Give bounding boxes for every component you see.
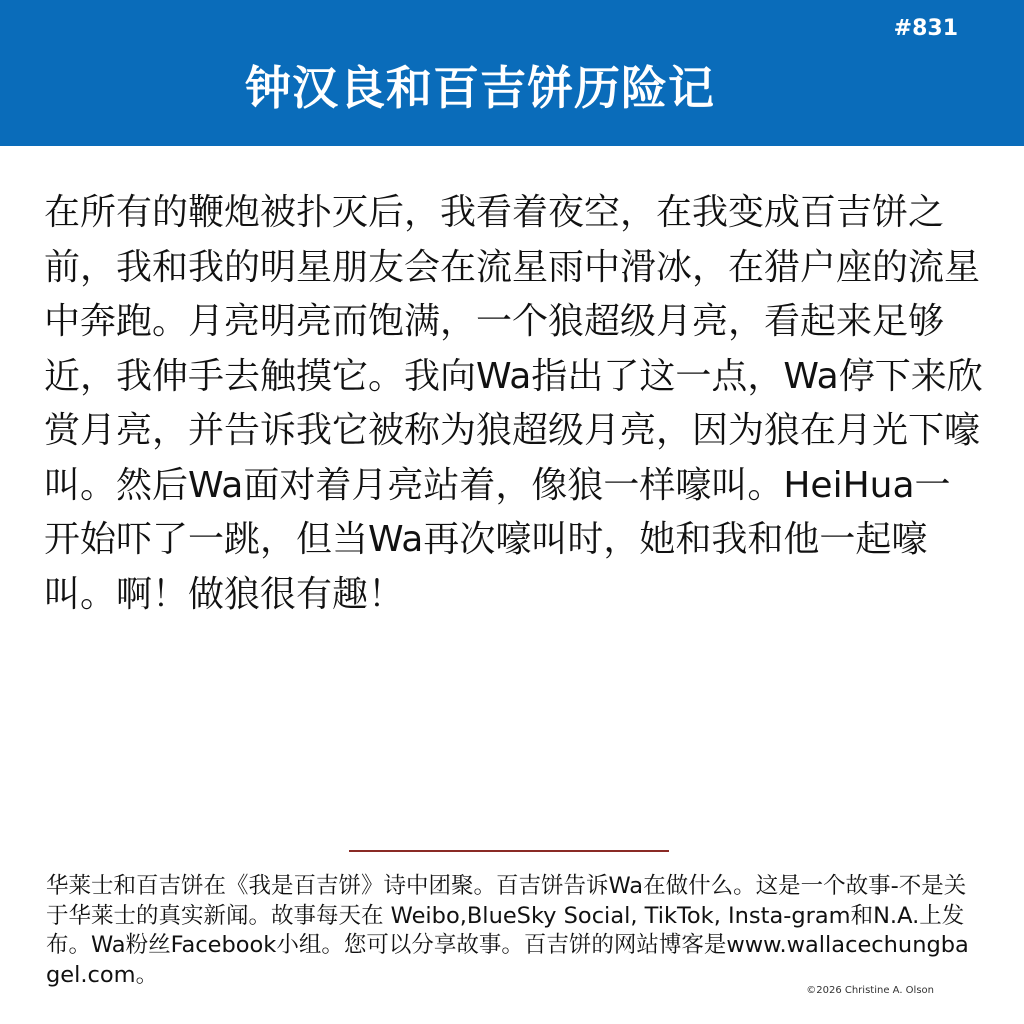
divider-line — [349, 850, 669, 852]
issue-number: #831 — [893, 16, 958, 41]
footer-note: 华莱士和百吉饼在《我是百吉饼》诗中团聚。百吉饼告诉Wa在做什么。这是一个故事-不是关于华莱士的真实新闻。故事每天在 Weibo,BlueSky Social, TikTok, Insta-gram和N.A.上发布。Wa粉丝Facebook小组。您可以分享故事。百吉饼的网站博客是www.wallacechungbagel.com。 — [46, 873, 969, 988]
copyright-notice: ©2026 Christine A. Olson — [806, 985, 934, 996]
story-text: 在所有的鞭炮被扑灭后，我看着夜空，在我变成百吉饼之前，我和我的明星朋友会在流星雨中滑冰，在猎户座的流星中奔跑。月亮明亮而饱满，一个狼超级月亮，看起来足够近，我伸手去触摸它。我向Wa指出了这一点，Wa停下来欣赏月亮，并告诉我它被称为狼超级月亮，因为狼在月光下嚎叫。然后Wa面对着月亮站着，像狼一样嚎叫。HeiHua一开始吓了一跳，但当Wa再次嚎叫时，她和我和他一起嚎叫。啊！做狼很有趣！ — [44, 192, 983, 615]
page-title: 钟汉良和百吉饼历险记 — [245, 61, 715, 115]
header-banner — [0, 0, 1024, 146]
